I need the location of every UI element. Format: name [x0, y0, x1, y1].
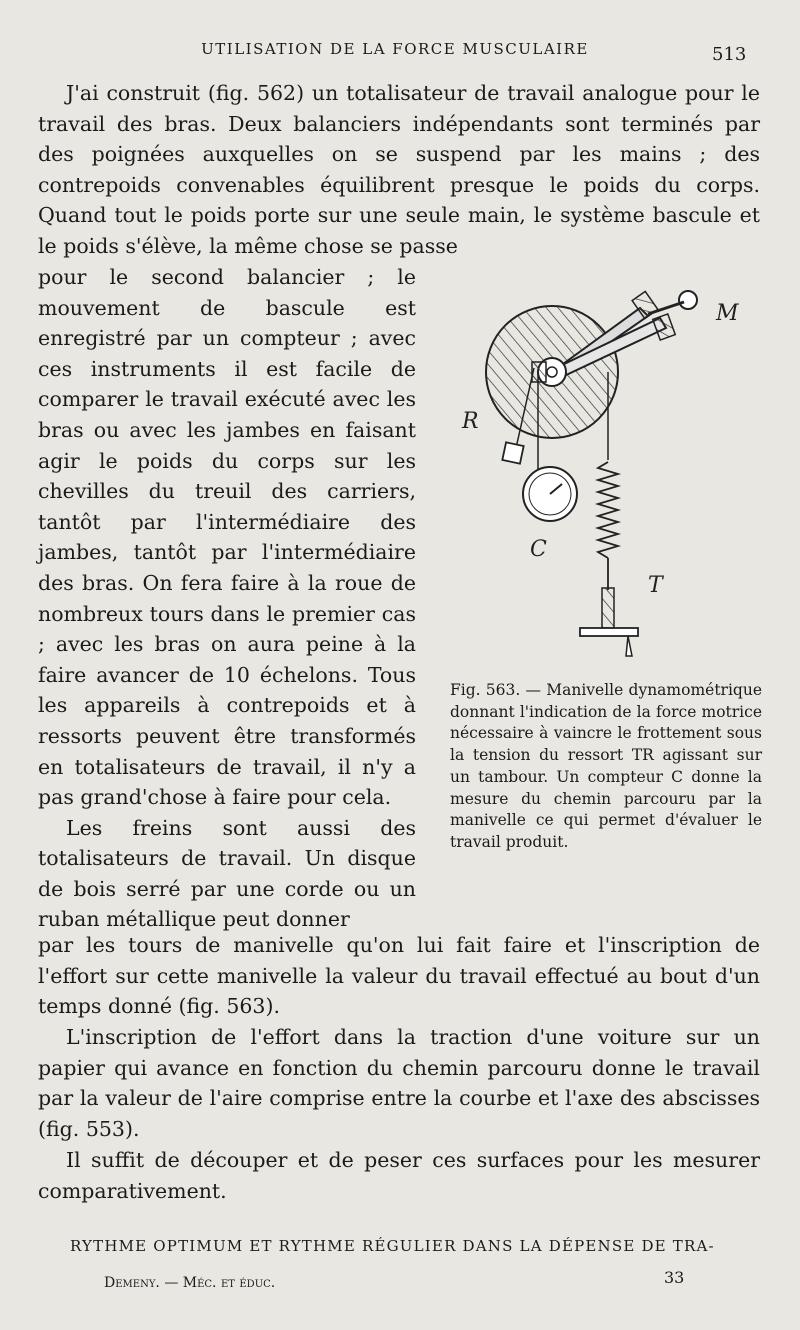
paragraph-2-continued: par les tours de manivelle qu'on lui fait faire et l'inscription de l'effort sur cette manivelle la valeur du travail effectué au bout d'un temps donné (fig. 563).	[38, 933, 760, 1019]
paragraph-1-text: J'ai construit (fig. 562) un totalisateur de travail analogue pour le travail des bras. Deux balanciers indépendants sont terminés par des poignées auxquelles on se suspend par les mains ; des contrepoids convenables équilibrent presque le poids du corps. Quand tout le poids porte sur une seule main, le système bascule et le poids s'élève, la même chose se passe	[38, 81, 760, 258]
label-C: C	[530, 537, 547, 562]
figure-caption-text: Fig. 563. — Manivelle dynamométrique donnant l'indication de la force motrice nécessaire à vaincre le frottement sous la tension du ressort TR agissant sur un tambour. Un compteur C donne la mesure du chemin parcouru par la manivelle ce qui permet d'évaluer le travail produit.	[450, 681, 762, 851]
label-R: R	[462, 409, 479, 434]
paragraph-1-full-width	[38, 78, 760, 262]
paragraph-1-continued: pour le second balancier ; le mouvement de bascule est enregistré par un compteur ; avec ces instruments il est facile de comparer le travail exécuté avec les bras ou avec les jambes en faisant agir le poids du corps sur les chevilles du treuil des carriers, tantôt par l'intermédiaire des jambes, tantôt par l'intermédiaire des bras. On fera faire à la roue de nombreux tours dans le premier cas ; avec les bras on aura peine à la faire avancer de 10 échelons. Tous les appareils à contrepoids et à ressorts peuvent être transformés en totalisateurs de travail, il n'y a pas grand'chose à faire pour cela.	[38, 265, 416, 810]
signature-mark: 33	[664, 1268, 685, 1287]
section-heading: RYTHME OPTIMUM ET RYTHME RÉGULIER DANS LA DÉPENSE DE TRA-	[70, 1237, 715, 1255]
footer-reference: Demeny. — Méc. et éduc.	[104, 1275, 276, 1291]
paragraph-3	[38, 1022, 760, 1144]
paragraph-4	[38, 1145, 760, 1206]
crank-dynamometer-illustration	[452, 280, 762, 670]
running-header: UTILISATION DE LA FORCE MUSCULAIRE	[201, 40, 589, 58]
paragraph-3-text: L'inscription de l'effort dans la traction d'une voiture sur un papier qui avance en fonction du chemin parcouru donne le travail par la valeur de l'aire comprise entre la courbe et l'axe des abscisses (fig. 553).	[38, 1025, 760, 1141]
base-bar	[580, 628, 638, 636]
left-column-text	[38, 262, 416, 935]
tension-screw	[602, 588, 614, 628]
figure-563	[452, 280, 762, 670]
paragraph-4-text: Il suffit de découper et de peser ces surfaces pour les mesurer comparativement.	[38, 1148, 760, 1203]
label-T: T	[648, 573, 663, 598]
figure-caption	[450, 680, 762, 854]
page-number: 513	[712, 44, 747, 65]
paragraph-2-start: Les freins sont aussi des totalisateurs de travail. Un disque de bois serré par une corde ou un ruban métallique peut donner	[38, 815, 416, 932]
paragraph-2-full-width	[38, 930, 760, 1022]
handle-knob	[679, 291, 697, 309]
counterweight	[502, 442, 523, 463]
label-M: M	[716, 301, 739, 326]
spring	[598, 462, 618, 558]
